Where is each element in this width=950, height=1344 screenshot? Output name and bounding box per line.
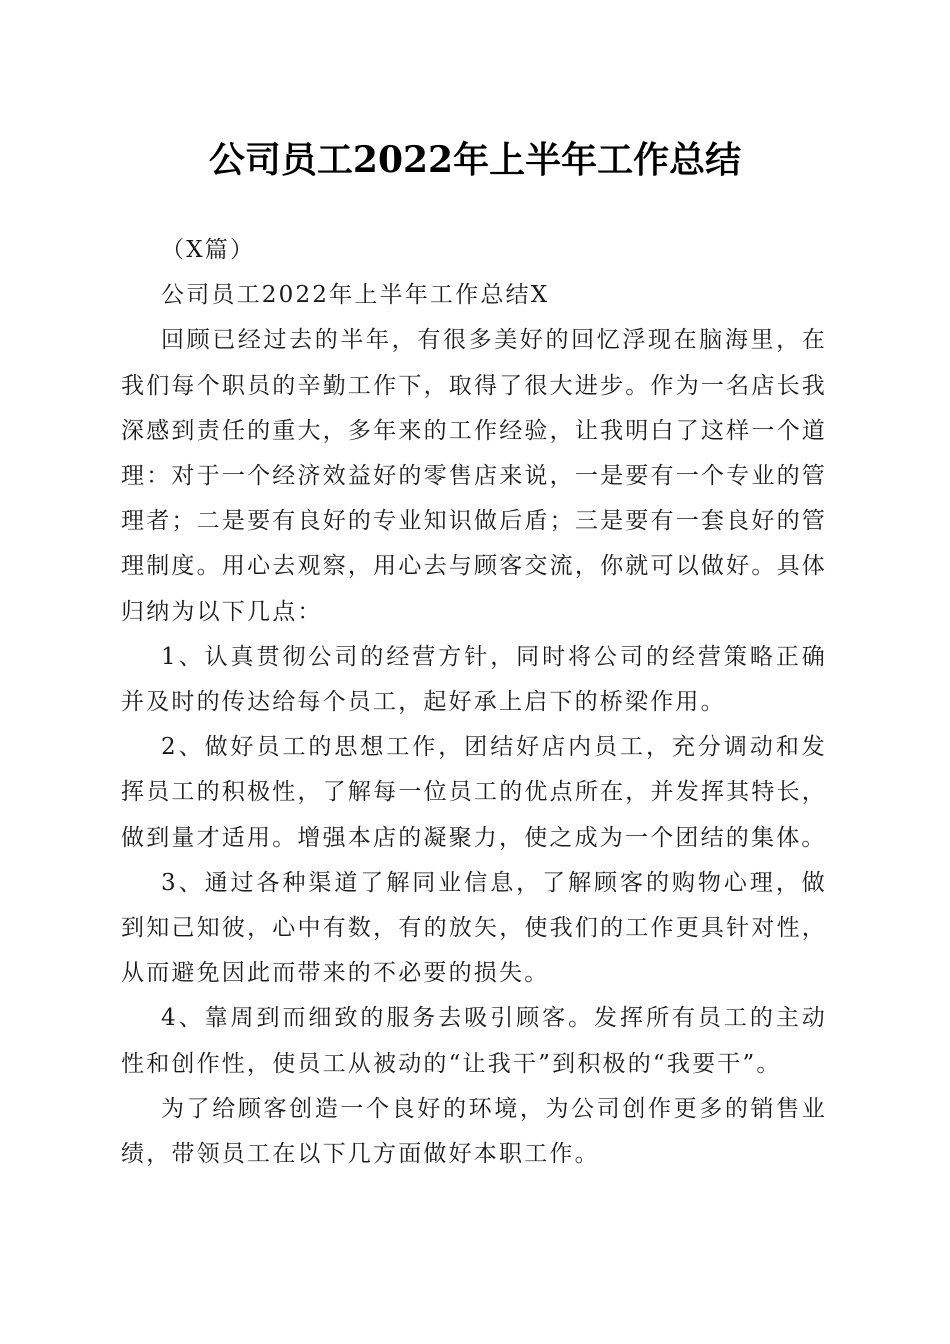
paragraph-point-4: 4、靠周到而细致的服务去吸引顾客。发挥所有员工的主动性和创作性，使员工从被动的“让我干”到积极的“我要干”。 xyxy=(121,1005,827,1077)
paragraph-closing: 为了给顾客创造一个良好的环境，为公司创作更多的销售业绩，带领员工在以下几方面做好本职工作。 xyxy=(121,1095,827,1168)
document-body xyxy=(121,228,827,1177)
heading-line: 公司员工2022年上半年工作总结X xyxy=(161,282,550,309)
paragraph-intro: 回顾已经过去的半年，有很多美好的回忆浮现在脑海里，在我们每个职员的辛勤工作下，取得了很大进步。作为一名店长我深感到责任的重大，多年来的工作经验，让我明白了这样一个道理：对于一个经济效益好的零售店来说，一是要有一个专业的管理者；二是要有良好的专业知识做后盾；三是要有一套良好的管理制度。用心去观察，用心去与顾客交流，你就可以做好。具体归纳为以下几点： xyxy=(121,327,827,625)
subtitle-note: （X篇） xyxy=(161,237,256,263)
paragraph-point-1: 1、认真贯彻公司的经营方针，同时将公司的经营策略正确并及时的传达给每个员工，起好承上启下的桥梁作用。 xyxy=(121,643,827,716)
paragraph-point-3: 3、通过各种渠道了解同业信息，了解顾客的购物心理，做到知己知彼，心中有数，有的放矢，使我们的工作更具针对性，从而避免因此而带来的不必要的损失。 xyxy=(121,869,827,987)
paragraph-point-2: 2、做好员工的思想工作，团结好店内员工，充分调动和发挥员工的积极性，了解每一位员工的优点所在，并发挥其特长，做到量才适用。增强本店的凝聚力，使之成为一个团结的集体。 xyxy=(121,734,827,851)
document-title: 公司员工2022年上半年工作总结 xyxy=(208,139,742,181)
